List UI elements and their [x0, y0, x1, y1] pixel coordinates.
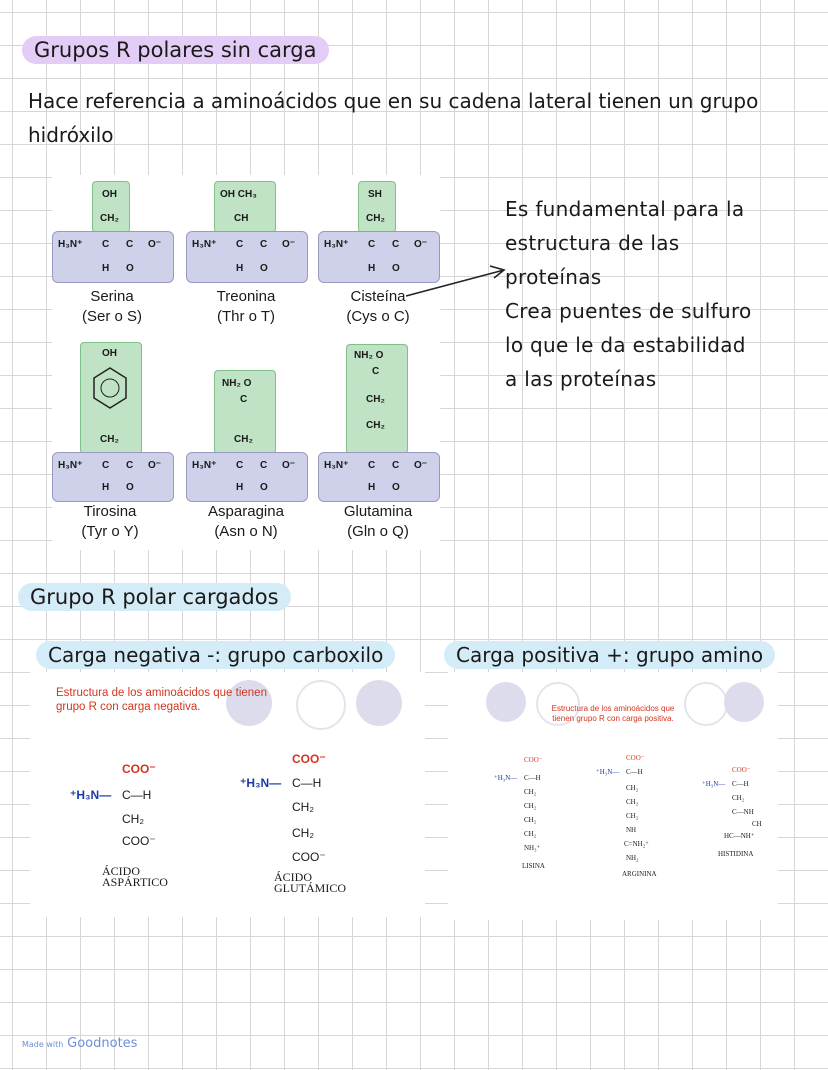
chain-group: CH₂: [292, 826, 314, 840]
name-line: GLUTÁMICO: [274, 881, 346, 895]
backbone-o: O: [392, 263, 400, 274]
aa-card-serina: [52, 175, 182, 325]
carboxylate: COO⁻: [524, 756, 543, 764]
section-title-polar-charged: Grupo R polar cargados: [18, 583, 291, 611]
amine: ⁺H₃N—: [494, 774, 518, 782]
backbone-o: O⁻: [148, 460, 162, 471]
brand-name: Goodnotes: [67, 1036, 138, 1051]
chain-group: HC—NH⁺: [724, 832, 755, 840]
chain-group: NH₃⁺: [524, 844, 541, 852]
side-atom: NH₂ O: [354, 350, 384, 361]
aa-name: Asparagina: [208, 503, 284, 520]
aa-abbr: (Ser o S): [81, 308, 142, 325]
side-atom: OH: [102, 189, 117, 200]
amino-acid-figure: [52, 175, 440, 550]
backbone-o: O⁻: [414, 239, 428, 250]
aa-abbr: (Cys o C): [346, 308, 410, 325]
backbone-o: O⁻: [282, 460, 296, 471]
backbone-c: C: [260, 460, 268, 471]
backbone-c: C: [126, 460, 134, 471]
molecule-name-histidina: HISTIDINA: [718, 850, 754, 858]
chain-group: C—NH: [732, 808, 754, 816]
section-title-polar-uncharged: Grupos R polares sin carga: [22, 36, 329, 64]
side-atom: CH: [234, 213, 249, 224]
backbone-amine: H₃N⁺: [324, 460, 349, 471]
decor-circle: [356, 680, 402, 726]
chain-group: CH₂: [626, 812, 639, 820]
backbone-h: H: [236, 482, 244, 493]
side-atom: NH₂ O: [222, 378, 252, 389]
chain-group: NH: [626, 826, 637, 834]
backbone-c: C: [392, 460, 400, 471]
chain-group: COO⁻: [122, 834, 156, 848]
backbone-o: O: [392, 482, 400, 493]
backbone-h: H: [102, 482, 110, 493]
backbone-c: C: [102, 239, 110, 250]
side-note: [505, 192, 805, 396]
decor-circle: [684, 682, 728, 726]
aa-name: Glutamina: [343, 503, 413, 520]
note-line: a las proteínas: [505, 367, 657, 391]
molecule-name-glutamic: [274, 872, 346, 894]
negative-charge-figure: [30, 672, 425, 917]
positive-caption: Estructura de los aminoácidos que tienen grupo R con carga positiva.: [551, 704, 675, 723]
made-with-label: Made with: [22, 1040, 64, 1049]
aa-card-glutamina: [318, 340, 448, 545]
backbone-o: O: [260, 482, 268, 493]
backbone-o: O⁻: [148, 239, 162, 250]
chain-group: CH₂: [524, 788, 537, 796]
alpha-carbon: C—H: [626, 768, 643, 776]
aa-name: Tirosina: [83, 503, 137, 520]
chain-group: CH: [752, 820, 762, 828]
molecule-name-lisina: LISINA: [522, 862, 545, 870]
backbone-o: O: [126, 263, 134, 274]
side-atom: OH CH₃: [220, 189, 257, 200]
side-atom: C: [372, 366, 380, 377]
side-atom: CH₂: [100, 434, 119, 445]
backbone-c: C: [236, 239, 244, 250]
name-line: ÁCIDO: [102, 864, 140, 878]
side-atom: OH: [102, 348, 117, 359]
made-with-footer: [22, 1036, 137, 1051]
positive-charge-figure: [448, 672, 778, 920]
side-atom: SH: [368, 189, 382, 200]
amine: ⁺H₃N—: [70, 788, 112, 802]
side-atom: CH₂: [366, 394, 385, 405]
chain-group: NH₂: [626, 854, 639, 862]
backbone-h: H: [102, 263, 110, 274]
backbone-c: C: [102, 460, 110, 471]
backbone-c: C: [126, 239, 134, 250]
carboxylate: COO⁻: [626, 754, 645, 762]
subtitle-negative: Carga negativa -: grupo carboxilo: [36, 641, 395, 669]
backbone-amine: H₃N⁺: [58, 239, 83, 250]
side-atom: CH₂: [366, 213, 385, 224]
arrow-to-note-icon: [400, 262, 510, 302]
aa-abbr: (Tyr o Y): [81, 523, 139, 540]
backbone-c: C: [368, 239, 376, 250]
chain-group: CH₂: [626, 784, 639, 792]
backbone-o: O: [260, 263, 268, 274]
aa-name: Cisteína: [350, 288, 406, 305]
aa-name: Serina: [90, 288, 134, 305]
alpha-carbon: C—H: [524, 774, 541, 782]
amine: ⁺H₃N—: [702, 780, 726, 788]
backbone-amine: H₃N⁺: [192, 460, 217, 471]
side-atom: CH₂: [100, 213, 119, 224]
carboxylate: COO⁻: [122, 762, 156, 776]
chain-group: CH₂: [524, 830, 537, 838]
molecule-name-arginina: ARGININA: [622, 870, 657, 878]
aa-card-cisteina: [318, 175, 448, 325]
carboxylate: COO⁻: [292, 752, 326, 766]
note-line: estructura de las: [505, 231, 680, 255]
backbone-amine: H₃N⁺: [58, 460, 83, 471]
backbone-h: H: [368, 482, 376, 493]
decor-circle: [724, 682, 764, 722]
aa-abbr: (Asn o N): [214, 523, 278, 540]
negative-caption: Estructura de los aminoácidos que tienen grupo R con carga negativa.: [56, 687, 267, 713]
aa-card-asparagina: [186, 340, 316, 545]
chain-group: CH₂: [122, 812, 144, 826]
backbone-amine: H₃N⁺: [192, 239, 217, 250]
chain-group: CH₂: [292, 800, 314, 814]
aa-abbr: (Thr o T): [216, 308, 276, 325]
subtitle-positive: Carga positiva +: grupo amino: [444, 641, 775, 669]
alpha-carbon: C—H: [732, 780, 749, 788]
backbone-amine: H₃N⁺: [324, 239, 349, 250]
aa-card-tirosina: [52, 340, 182, 545]
chain-group: CH₂: [732, 794, 745, 802]
backbone-c: C: [392, 239, 400, 250]
name-line: ÁCIDO: [274, 870, 312, 884]
decor-circle: [296, 680, 346, 730]
note-line: lo que le da estabilidad: [505, 333, 746, 357]
backbone-c: C: [260, 239, 268, 250]
chain-group: C=NH₂⁺: [624, 840, 649, 848]
aa-name: Treonina: [216, 288, 276, 305]
backbone-c: C: [236, 460, 244, 471]
molecule-name-aspartic: [102, 866, 168, 888]
carboxylate: COO⁻: [732, 766, 751, 774]
backbone-o: O⁻: [282, 239, 296, 250]
chain-group: COO⁻: [292, 850, 326, 864]
aa-card-treonina: [186, 175, 316, 325]
backbone-o: O⁻: [414, 460, 428, 471]
backbone-o: O: [126, 482, 134, 493]
side-atom: C: [240, 394, 248, 405]
alpha-carbon: C—H: [292, 776, 322, 790]
backbone-h: H: [368, 263, 376, 274]
note-line: Crea puentes de sulfuro: [505, 299, 752, 323]
decor-circle: [486, 682, 526, 722]
side-atom: CH₂: [234, 434, 253, 445]
chain-group: CH₂: [524, 802, 537, 810]
benzene-ring-icon: [90, 364, 130, 414]
chain-group: CH₂: [626, 798, 639, 806]
name-line: ASPÁRTICO: [102, 875, 168, 889]
aa-abbr: (Gln o Q): [347, 523, 409, 540]
amine: ⁺H₃N—: [240, 776, 282, 790]
note-line: proteínas: [505, 265, 602, 289]
side-atom: CH₂: [366, 420, 385, 431]
note-line: Es fundamental para la: [505, 197, 745, 221]
section-description: Hace referencia a aminoácidos que en su cadena lateral tienen un grupo hidróxilo: [28, 89, 759, 147]
alpha-carbon: C—H: [122, 788, 152, 802]
chain-group: CH₂: [524, 816, 537, 824]
backbone-c: C: [368, 460, 376, 471]
amine: ⁺H₃N—: [596, 768, 620, 776]
backbone-h: H: [236, 263, 244, 274]
